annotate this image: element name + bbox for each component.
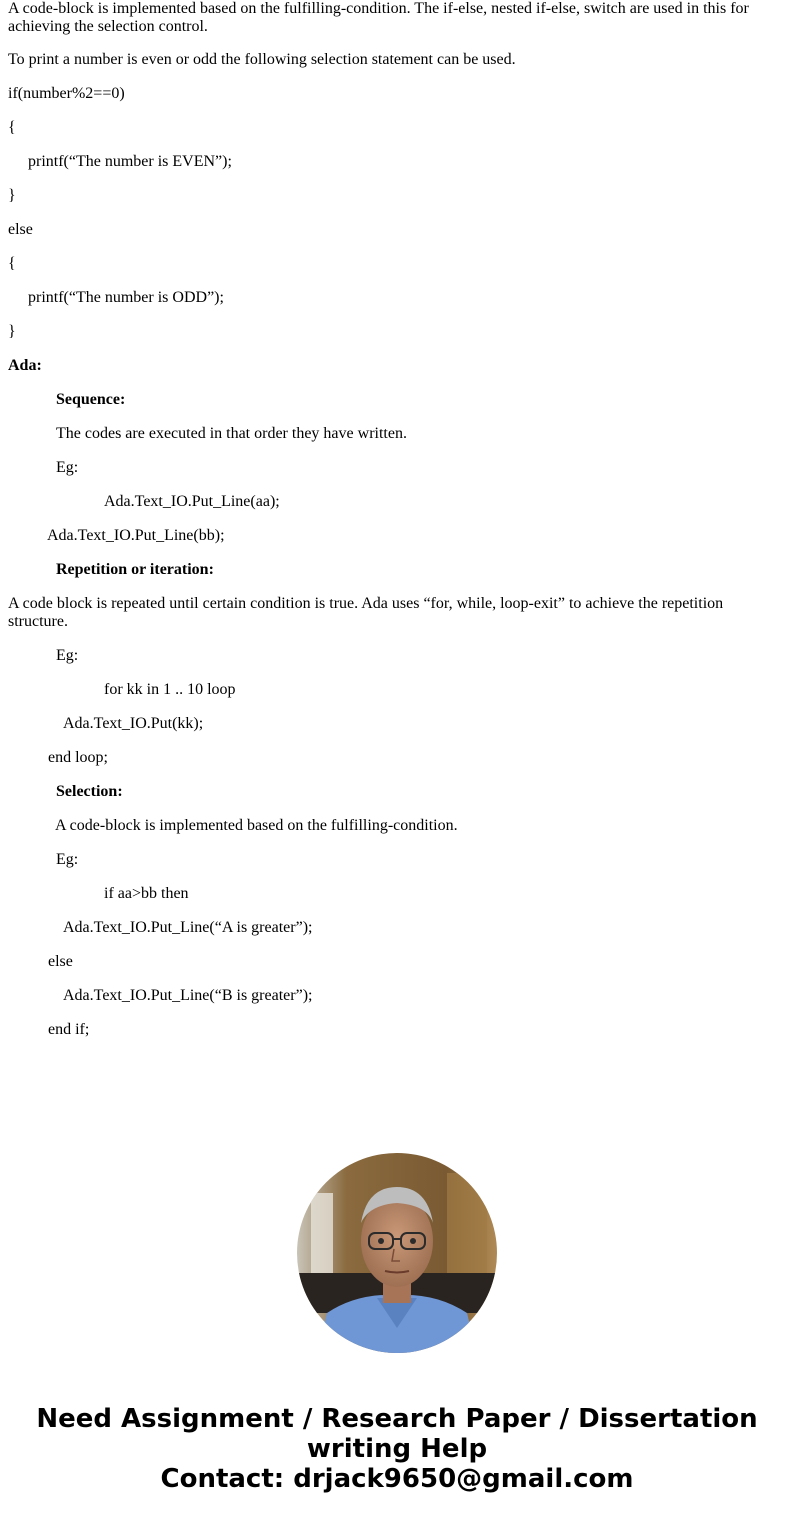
code-line: { — [8, 255, 16, 272]
example-label: Eg: — [56, 647, 79, 664]
even-odd-paragraph: To print a number is even or odd the following selection statement can be used. — [8, 51, 516, 68]
example-label: Eg: — [56, 851, 79, 868]
code-line: { — [8, 119, 16, 136]
code-line: end loop; — [48, 749, 108, 766]
code-line: if(number%2==0) — [8, 85, 125, 102]
code-line: Ada.Text_IO.Put_Line(“B is greater”); — [63, 987, 313, 1004]
code-line: } — [8, 323, 16, 340]
code-line: Ada.Text_IO.Put_Line(aa); — [104, 493, 280, 510]
repetition-description: A code block is repeated until certain condition is true. Ada uses “for, while, loop-exit” to achieve the repetition structure. — [8, 595, 724, 630]
repetition-heading: Repetition or iteration: — [56, 561, 214, 578]
code-line: for kk in 1 .. 10 loop — [104, 681, 236, 698]
intro-paragraph: A code-block is implemented based on the fulfilling-condition. The if-else, nested if-else, switch are used in this for achieving the selection control. — [8, 0, 749, 35]
example-label: Eg: — [56, 459, 79, 476]
code-line: else — [48, 953, 73, 970]
author-avatar — [297, 1153, 497, 1353]
banner-line: Need Assignment / Research Paper / Dissertation — [36, 1404, 758, 1434]
selection-description: A code-block is implemented based on the fulfilling-condition. — [55, 817, 458, 834]
contact-email: Contact: drjack9650@gmail.com — [160, 1464, 634, 1494]
code-line: } — [8, 187, 16, 204]
code-line: Ada.Text_IO.Put_Line(bb); — [47, 527, 225, 544]
ada-heading: Ada: — [8, 357, 42, 374]
sequence-heading: Sequence: — [56, 391, 126, 408]
avatar-portrait-icon — [297, 1153, 497, 1353]
code-line: Ada.Text_IO.Put_Line(“A is greater”); — [63, 919, 313, 936]
code-line: Ada.Text_IO.Put(kk); — [63, 715, 204, 732]
code-line: end if; — [48, 1021, 90, 1038]
code-line: else — [8, 221, 33, 238]
code-line: if aa>bb then — [104, 885, 189, 902]
code-line: printf(“The number is EVEN”); — [28, 153, 232, 170]
sequence-description: The codes are executed in that order they have written. — [56, 425, 407, 442]
banner-line: writing Help — [306, 1434, 488, 1464]
selection-heading: Selection: — [56, 783, 123, 800]
contact-banner — [0, 1404, 794, 1494]
code-line: printf(“The number is ODD”); — [28, 289, 224, 306]
